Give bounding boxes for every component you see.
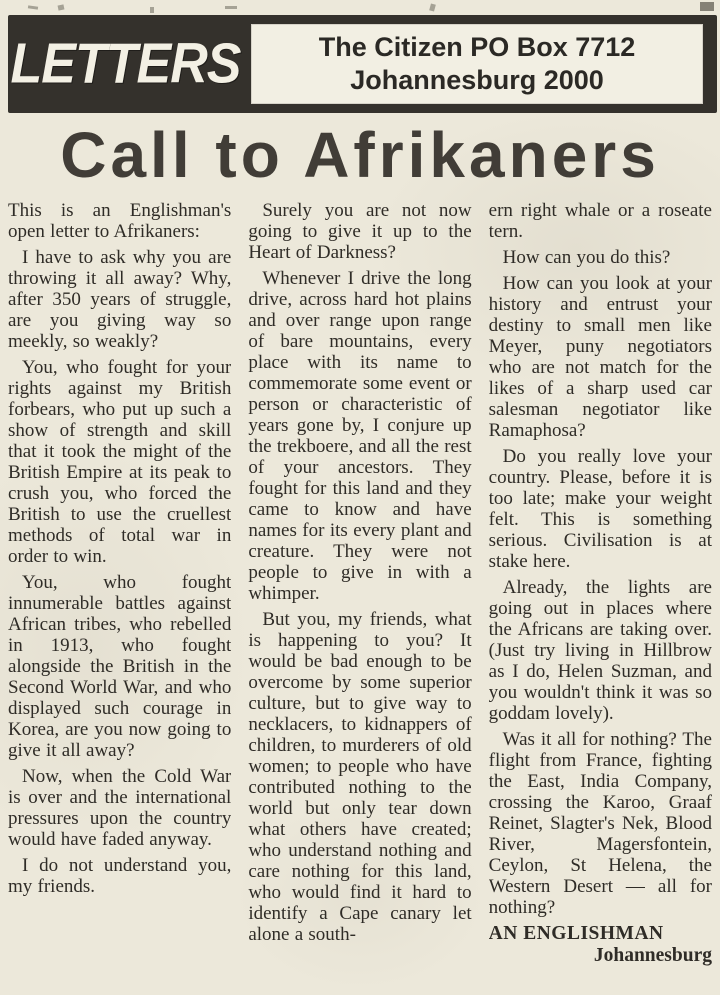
paragraph: Was it all for nothing? The flight from France, fighting the East, India Company, crossing the Karoo, Graaf Reinet, Slagter's Nek, Blood River, Magersfontein, Ceylon, St Helena, the Western Desert — all for nothing? <box>488 729 712 918</box>
signature-author: AN ENGLISHMAN <box>488 923 664 944</box>
letters-section-label: LETTERS <box>10 32 241 96</box>
paragraph: Already, the lights are going out in places where the Africans are taking over. (Just try living in Hillbrow as I do, Helen Suzman, and you wouldn't think it was so goddam lovely). <box>488 577 712 724</box>
letters-section-band <box>8 15 717 113</box>
article-column-3 <box>489 200 712 990</box>
paragraph: How can you look at your history and entrust your destiny to small men like Meyer, puny negotiators who are not match for the likes of a sharp used car salesman negotiator like Ramaphosa? <box>488 273 712 441</box>
scan-artifact-marks <box>0 2 720 14</box>
signature-location: Johannesburg <box>593 945 712 966</box>
paragraph: I do not understand you, my friends. <box>8 855 232 897</box>
paragraph: I have to ask why you are throwing it all away? Why, after 350 years of struggle, are you giving way so meekly, so weakly? <box>8 247 232 352</box>
paragraph: You, who fought innumerable battles against African tribes, who rebelled in 1913, who fought alongside the British in the Second World War, and who displayed such courage in Korea, are you now going to give it all away? <box>8 572 232 761</box>
letter-signature <box>489 923 712 967</box>
paragraph: Surely you are not now going to give it up to the Heart of Darkness? <box>248 200 472 263</box>
paragraph: Do you really love your country. Please, before it is too late; make your weight felt. This is something serious. Civilisation is at stake here. <box>488 446 712 572</box>
article-column-1 <box>8 200 231 990</box>
paragraph: This is an Englishman's open letter to Afrikaners: <box>8 200 232 242</box>
paragraph: Whenever I drive the long drive, across hard hot plains and over range upon range of bare mountains, every place with its name to commemorate some event or person or characteristic of years gone by, I conjure up the trekboere, and all the rest of your ancestors. They fought for this land and they came to know and have names for its every plant and creature. They were not people to give in with a whimper. <box>248 268 472 604</box>
paragraph: How can you do this? <box>502 247 671 268</box>
article-body <box>8 200 712 990</box>
citizen-address-line2: Johannesburg 2000 <box>350 65 604 95</box>
paragraph: ern right whale or a roseate tern. <box>488 200 712 242</box>
article-headline: Call to Afrikaners <box>60 119 660 191</box>
citizen-address-box <box>251 24 703 104</box>
paragraph: Now, when the Cold War is over and the international pressures upon the country would have faded anyway. <box>8 766 232 850</box>
paragraph: But you, my friends, what is happening to you? It would be bad enough to be overcome by some superior culture, but to give way to necklacers, to kidnappers of children, to murderers of old women; to people who have contributed nothing to the world but only tear down what others have created; who understand nothing and care nothing for this land, who would find it hard to identify a Cape canary let alone a south- <box>248 609 472 945</box>
paragraph: You, who fought for your rights against my British forbears, who put up such a show of strength and skill that it took the might of the British Empire at its peak to crush you, who forced the British to use the cruellest methods of total war in order to win. <box>8 357 232 567</box>
article-column-2 <box>248 200 471 990</box>
citizen-address-line1: The Citizen PO Box 7712 <box>318 32 636 63</box>
